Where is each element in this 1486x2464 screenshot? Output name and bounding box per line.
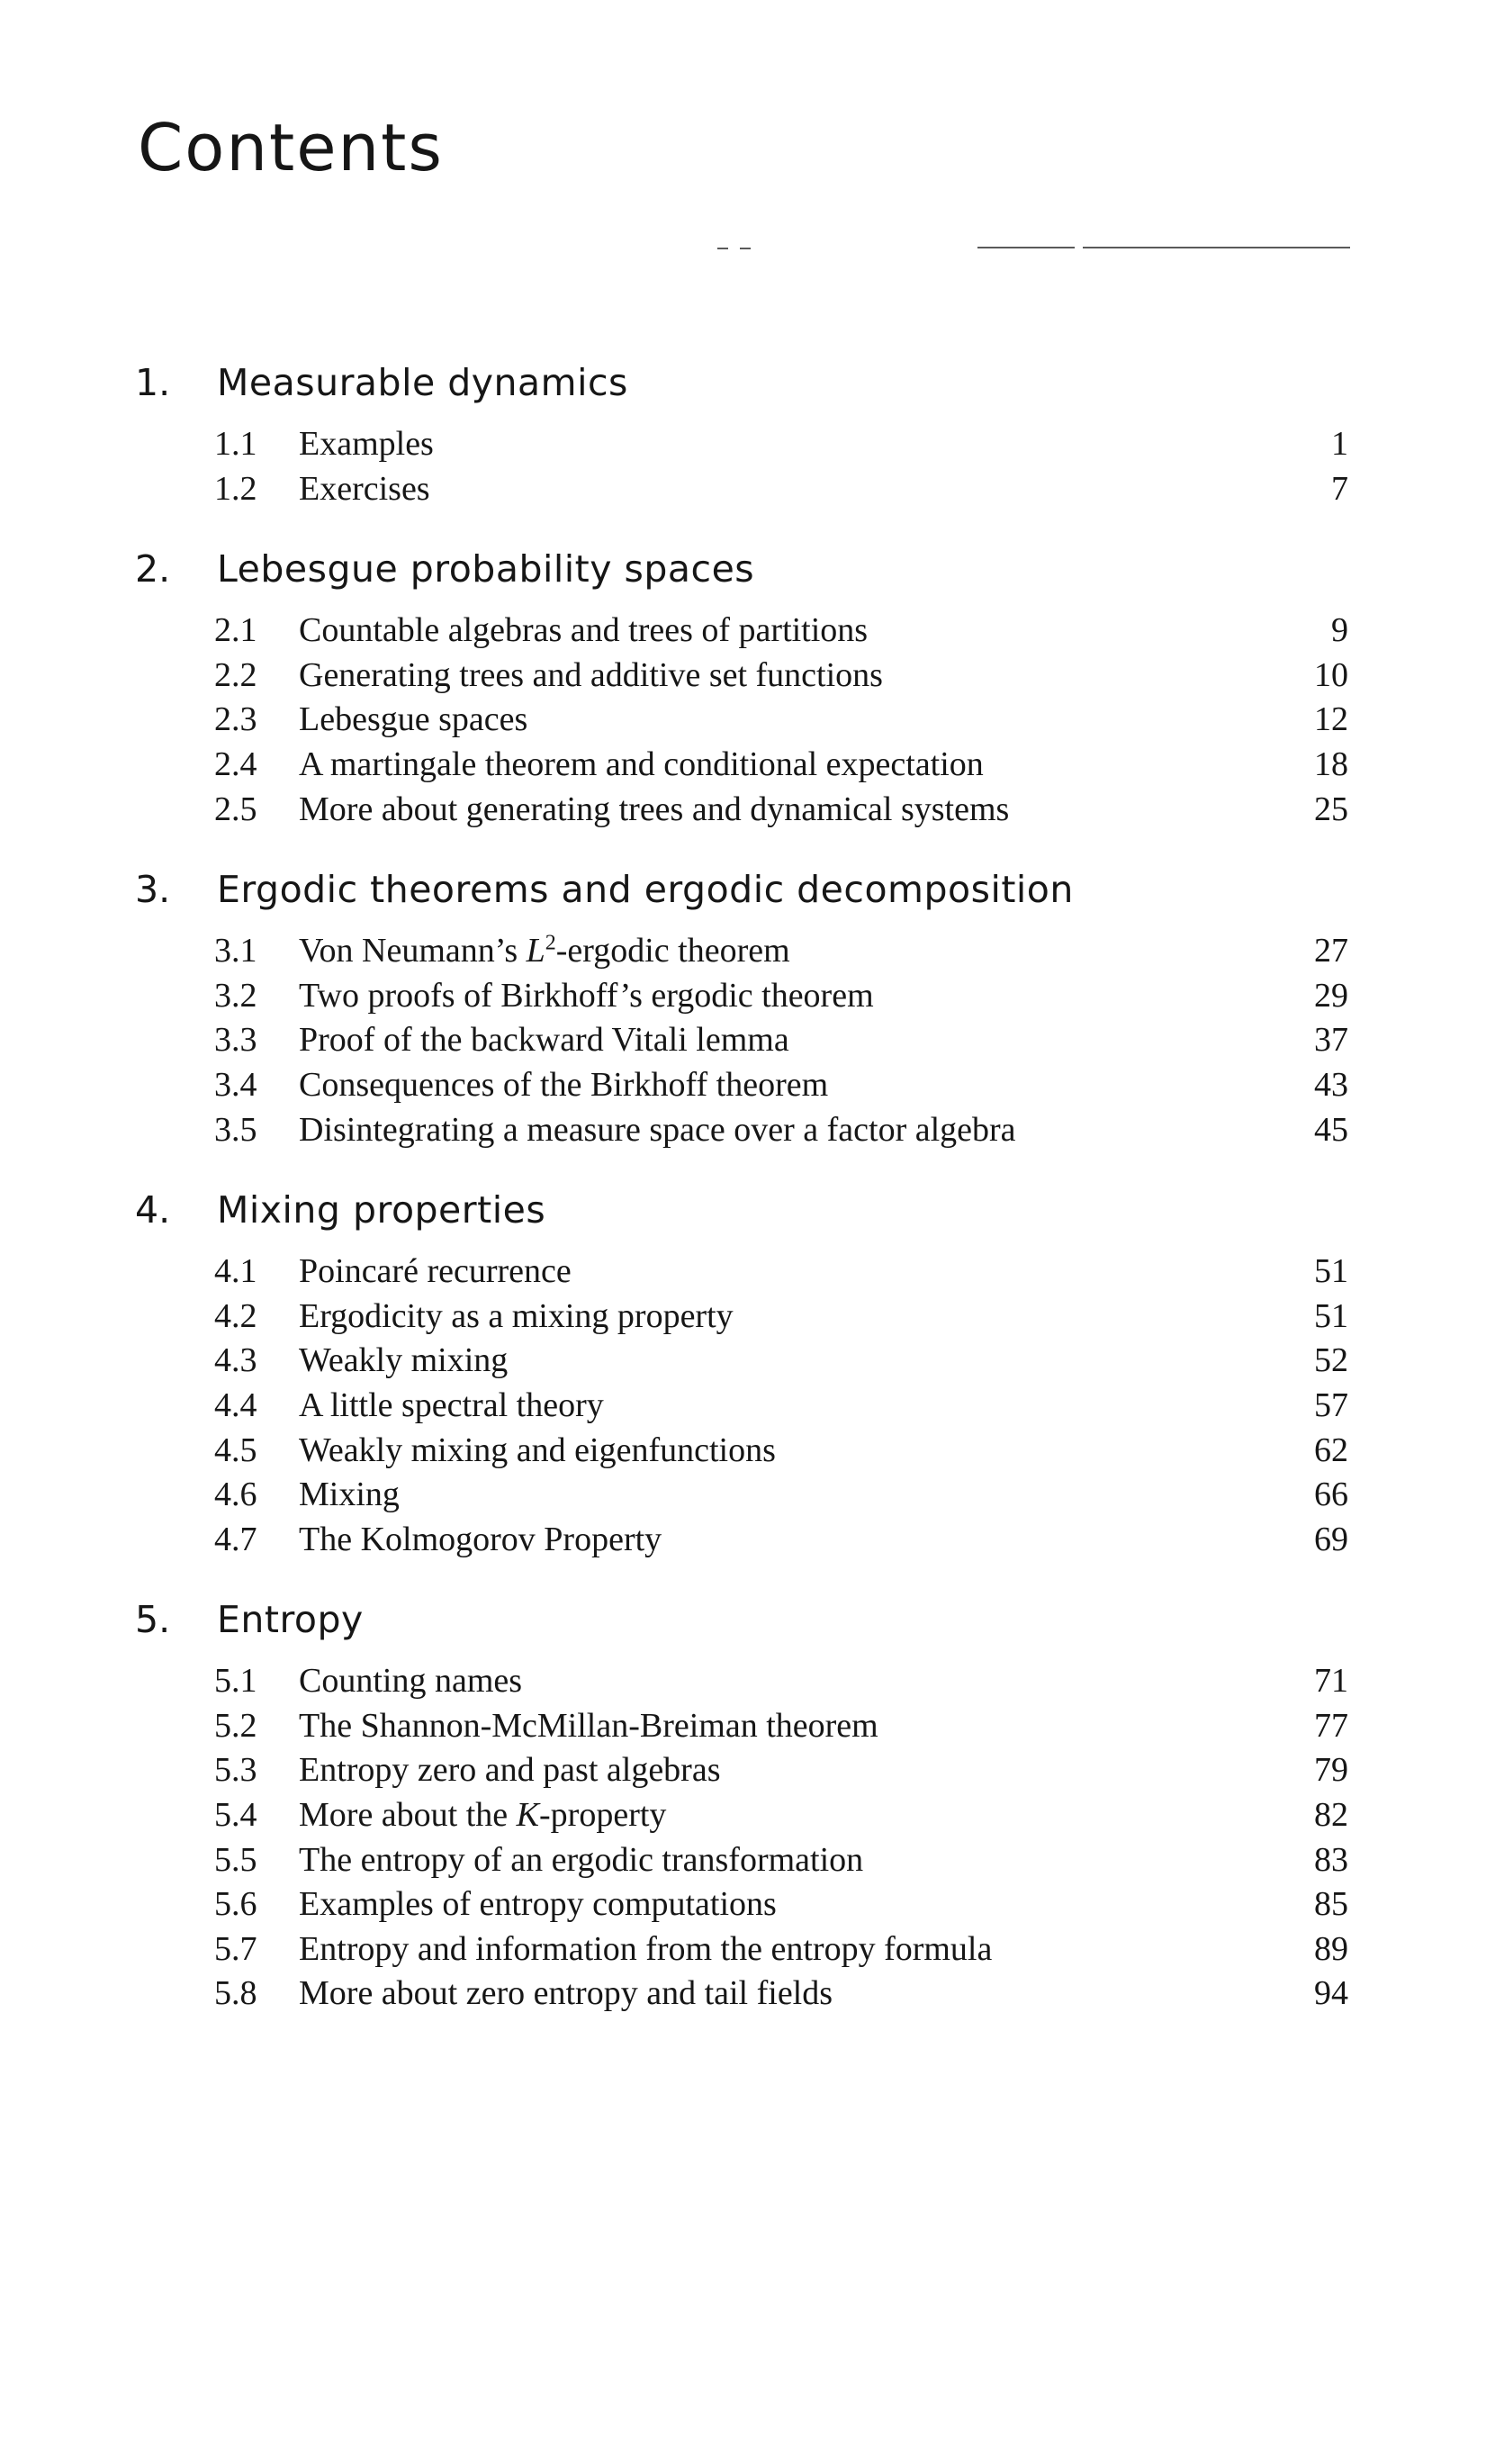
- section-list: [0, 929, 1486, 1152]
- section-title: Weakly mixing: [299, 1341, 509, 1380]
- section-number: 3.2: [214, 976, 257, 1015]
- section-number: 3.5: [214, 1110, 257, 1149]
- section-title: The Shannon-McMillan-Breiman theorem: [299, 1706, 878, 1745]
- section-title: More about zero entropy and tail fields: [299, 1974, 833, 2013]
- toc-entry[interactable]: [0, 1018, 1486, 1063]
- section-title: More about generating trees and dynamical systems: [299, 790, 1010, 828]
- page-number: 29: [1314, 976, 1348, 1015]
- toc-entry[interactable]: [0, 1793, 1486, 1838]
- page-number: 85: [1314, 1885, 1348, 1924]
- section-title: Two proofs of Birkhoff’s ergodic theorem: [299, 976, 874, 1015]
- header-rule-segment: [977, 247, 1075, 248]
- page-number: 37: [1314, 1021, 1348, 1060]
- math-variable: K: [516, 1796, 540, 1835]
- section-number: 3.1: [214, 932, 257, 970]
- chapter-heading: [0, 1183, 1486, 1237]
- toc-entry[interactable]: [0, 929, 1486, 974]
- section-number: 5.4: [214, 1796, 257, 1835]
- section-number: 4.2: [214, 1296, 257, 1335]
- section-title-text: -ergodic theorem: [555, 932, 790, 970]
- page-number: 27: [1314, 932, 1348, 970]
- section-number: 2.1: [214, 611, 257, 650]
- section-number: 2.5: [214, 790, 257, 828]
- chapter-number: 3.: [135, 868, 171, 912]
- section-number: 4.5: [214, 1431, 257, 1469]
- section-title-text: Von Neumann’s: [299, 932, 527, 970]
- chapter-5: [0, 1593, 1486, 2017]
- section-title: Ergodicity as a mixing property: [299, 1296, 734, 1335]
- section-title: A martingale theorem and conditional expectation: [299, 745, 984, 783]
- toc-entry[interactable]: [0, 1339, 1486, 1384]
- section-title: Exercises: [299, 469, 430, 508]
- toc-entry[interactable]: [0, 467, 1486, 512]
- section-title: Poincaré recurrence: [299, 1252, 572, 1291]
- page-number: 51: [1314, 1296, 1348, 1335]
- chapter-title: Mixing properties: [217, 1188, 546, 1232]
- section-list: [0, 422, 1486, 511]
- toc-entry[interactable]: [0, 1108, 1486, 1153]
- toc-entry[interactable]: [0, 1659, 1486, 1704]
- chapter-2: [0, 542, 1486, 832]
- chapter-title: Lebesgue probability spaces: [217, 547, 755, 591]
- chapter-heading: [0, 1593, 1486, 1647]
- page-number: 89: [1314, 1929, 1348, 1968]
- toc-entry[interactable]: [0, 654, 1486, 699]
- toc-entry[interactable]: [0, 1704, 1486, 1749]
- chapter-heading: [0, 356, 1486, 410]
- page-number: 57: [1314, 1385, 1348, 1424]
- section-list: [0, 1659, 1486, 2017]
- section-title: The entropy of an ergodic transformation: [299, 1840, 864, 1879]
- section-number: 4.1: [214, 1252, 257, 1291]
- toc-entry[interactable]: [0, 974, 1486, 1019]
- section-title: The Kolmogorov Property: [299, 1520, 662, 1558]
- page-number: 66: [1314, 1476, 1348, 1514]
- page-number: 18: [1314, 745, 1348, 783]
- section-title: Examples of entropy computations: [299, 1885, 777, 1924]
- toc-entry[interactable]: [0, 1882, 1486, 1927]
- section-title-text: More about the: [299, 1796, 517, 1835]
- section-number: 3.4: [214, 1065, 257, 1104]
- toc-entry[interactable]: [0, 743, 1486, 788]
- chapter-number: 1.: [135, 361, 171, 404]
- section-list: [0, 1250, 1486, 1562]
- section-number: 2.3: [214, 700, 257, 739]
- section-list: [0, 609, 1486, 832]
- section-number: 5.2: [214, 1706, 257, 1745]
- section-number: 4.7: [214, 1520, 257, 1558]
- section-title: A little spectral theory: [299, 1385, 604, 1424]
- section-number: 1.2: [214, 469, 257, 508]
- page-number: 94: [1314, 1974, 1348, 2013]
- section-title: Consequences of the Birkhoff theorem: [299, 1065, 829, 1104]
- chapter-1: [0, 356, 1486, 511]
- toc-entry[interactable]: [0, 1972, 1486, 2017]
- page-title: Contents: [138, 110, 444, 185]
- page-number: 43: [1314, 1065, 1348, 1104]
- section-title: Entropy and information from the entropy formula: [299, 1929, 993, 1968]
- page-number: 52: [1314, 1341, 1348, 1380]
- page-number: 71: [1314, 1662, 1348, 1701]
- toc-entry[interactable]: [0, 698, 1486, 743]
- section-title: [299, 929, 790, 974]
- section-number: 5.5: [214, 1840, 257, 1879]
- toc-entry[interactable]: [0, 1384, 1486, 1429]
- toc-entry[interactable]: [0, 788, 1486, 833]
- chapter-number: 2.: [135, 547, 171, 591]
- page-number: 12: [1314, 700, 1348, 739]
- chapter-number: 4.: [135, 1188, 171, 1232]
- toc-entry[interactable]: [0, 1295, 1486, 1340]
- page-number: 77: [1314, 1706, 1348, 1745]
- section-number: 3.3: [214, 1021, 257, 1060]
- chapter-4: [0, 1183, 1486, 1562]
- page-number: 1: [1331, 425, 1348, 463]
- section-number: 2.4: [214, 745, 257, 783]
- toc-entry[interactable]: [0, 1838, 1486, 1883]
- section-title: Weakly mixing and eigenfunctions: [299, 1431, 776, 1469]
- toc-entry[interactable]: [0, 1927, 1486, 1972]
- page-number: 51: [1314, 1252, 1348, 1291]
- chapter-title: Measurable dynamics: [217, 361, 628, 404]
- page-number: 10: [1314, 655, 1348, 694]
- section-number: 4.6: [214, 1476, 257, 1514]
- section-title: Proof of the backward Vitali lemma: [299, 1021, 789, 1060]
- page-number: 69: [1314, 1520, 1348, 1558]
- toc-entry[interactable]: [0, 1063, 1486, 1108]
- section-title: Mixing: [299, 1476, 400, 1514]
- toc-entry[interactable]: [0, 1429, 1486, 1474]
- section-title: Generating trees and additive set functions: [299, 655, 883, 694]
- header-rule-segment: [1083, 247, 1350, 248]
- toc-entry[interactable]: [0, 609, 1486, 654]
- math-variable: L: [526, 932, 545, 970]
- section-title: Countable algebras and trees of partitions: [299, 611, 869, 650]
- section-number: 1.1: [214, 425, 257, 463]
- toc-entry[interactable]: [0, 422, 1486, 467]
- section-title: Counting names: [299, 1662, 523, 1701]
- section-title: Disintegrating a measure space over a factor algebra: [299, 1110, 1016, 1149]
- section-title-text: -property: [539, 1796, 667, 1835]
- section-title: [299, 1793, 666, 1838]
- page-number: 82: [1314, 1796, 1348, 1835]
- chapter-number: 5.: [135, 1598, 171, 1642]
- page-number: 25: [1314, 790, 1348, 828]
- section-number: 5.6: [214, 1885, 257, 1924]
- section-title: Entropy zero and past algebras: [299, 1751, 721, 1790]
- section-number: 5.1: [214, 1662, 257, 1701]
- chapter-3: [0, 862, 1486, 1152]
- section-number: 5.3: [214, 1751, 257, 1790]
- math-superscript: 2: [545, 931, 556, 955]
- section-number: 2.2: [214, 655, 257, 694]
- page-number: 9: [1331, 611, 1348, 650]
- page-number: 7: [1331, 469, 1348, 508]
- page-number: 79: [1314, 1751, 1348, 1790]
- section-number: 5.7: [214, 1929, 257, 1968]
- chapter-title: Ergodic theorems and ergodic decomposition: [217, 868, 1074, 912]
- toc-entry[interactable]: [0, 1250, 1486, 1295]
- toc-entry[interactable]: [0, 1518, 1486, 1563]
- toc-entry[interactable]: [0, 1473, 1486, 1518]
- toc-entry[interactable]: [0, 1748, 1486, 1793]
- chapter-heading: [0, 542, 1486, 596]
- page-number: 83: [1314, 1840, 1348, 1879]
- section-number: 5.8: [214, 1974, 257, 2013]
- section-title: Examples: [299, 425, 434, 463]
- chapter-heading: [0, 862, 1486, 916]
- section-number: 4.4: [214, 1385, 257, 1424]
- header-rule-segment: [717, 248, 728, 249]
- table-of-contents: [0, 356, 1486, 2047]
- chapter-title: Entropy: [217, 1598, 364, 1642]
- header-rule-segment: [740, 248, 751, 249]
- page-number: 62: [1314, 1431, 1348, 1469]
- page-number: 45: [1314, 1110, 1348, 1149]
- section-title: Lebesgue spaces: [299, 700, 528, 739]
- section-number: 4.3: [214, 1341, 257, 1380]
